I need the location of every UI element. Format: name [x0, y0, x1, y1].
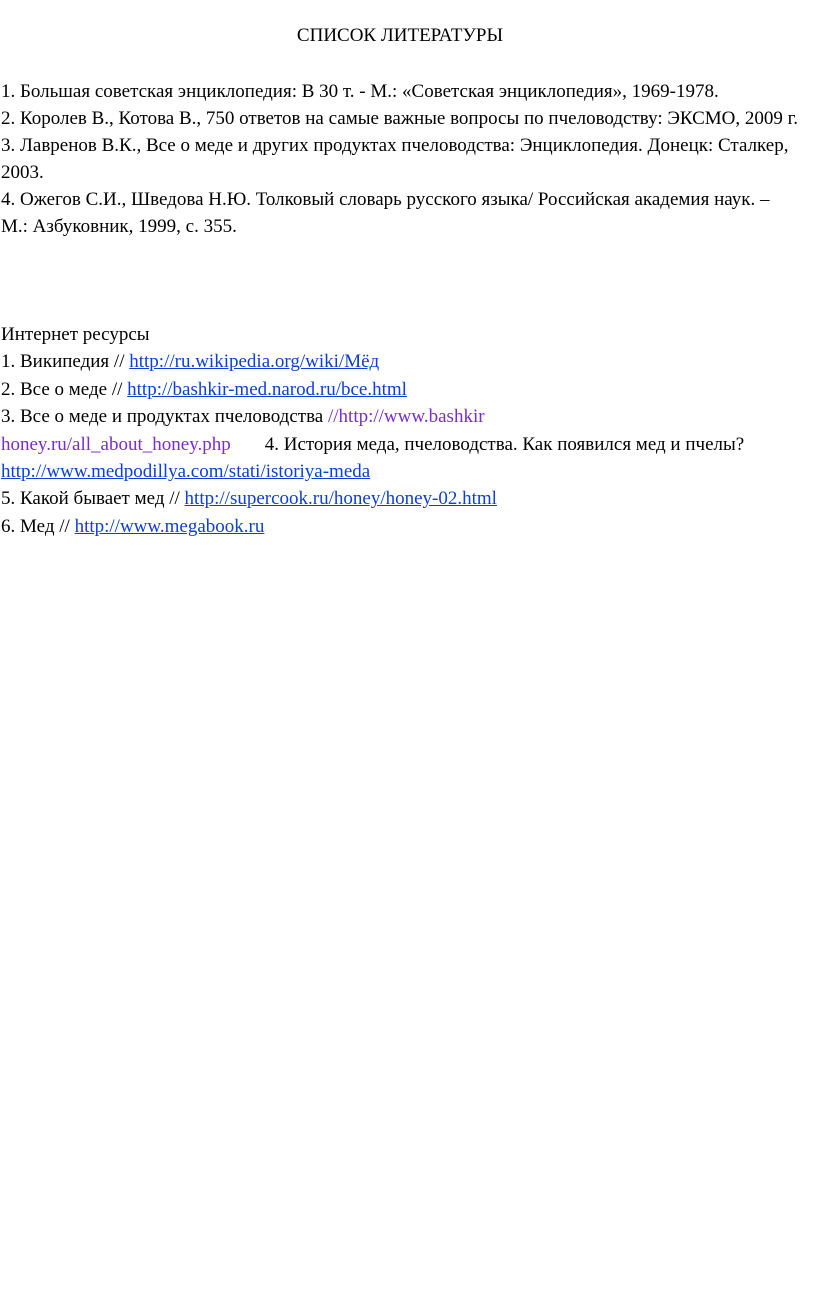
supercook-link[interactable]: http://supercook.ru/honey/honey-02.html [184, 488, 497, 510]
bashkir-med-link[interactable]: http://bashkir-med.narod.ru/bce.html [127, 378, 407, 400]
internet-item-5-label: 5. Какой бывает мед // [1, 488, 185, 510]
internet-item-4-label: 4. История меда, пчеловодства. Как появился мед и пчелы? [264, 433, 745, 455]
reference-item-3: 3. Лавренов В.К., Все о меде и других продуктах пчеловодства: Энциклопедия. Донецк: Сталкер, 2003. [1, 135, 789, 183]
internet-item-6-label: 6. Мед // [1, 515, 75, 537]
internet-heading: Интернет ресурсы [1, 324, 150, 345]
internet-item-2-label: 2. Все о меде // [1, 378, 128, 400]
reference-item-1: 1. Большая советская энциклопедия: В 30 т. - М.: «Советская энциклопедия», 1969-1978. [1, 81, 719, 102]
internet-item-3-4-line [1, 431, 801, 486]
reference-item-4: 4. Ожегов С.И., Шведова Н.Ю. Толковый словарь русского языка/ Российская академия наук. – М.: Азбуковник, 1999, с. 355. [1, 189, 770, 237]
internet-item-6 [1, 513, 801, 540]
medpodillya-link[interactable]: http://www.medpodillya.com/stati/istoriya-meda [1, 461, 371, 483]
page-title: СПИСОК ЛИТЕРАТУРЫ [296, 25, 504, 46]
internet-item-2 [1, 376, 801, 403]
internet-item-3-label: 3. Все о меде и продуктах пчеловодства [1, 406, 328, 428]
megabook-link[interactable]: http://www.megabook.ru [74, 515, 265, 537]
wikipedia-link[interactable]: http://ru.wikipedia.org/wiki/Мёд [129, 351, 380, 373]
bashkir-honey-link-part-1[interactable]: //http://www.bashkir [327, 406, 485, 428]
bashkir-honey-link-part-2[interactable]: honey.ru/all_about_honey.php [1, 433, 231, 455]
internet-item-3 [1, 403, 801, 430]
internet-item-5 [1, 485, 801, 512]
internet-item-1-label: 1. Википедия // [1, 351, 130, 373]
internet-resources [1, 321, 801, 540]
reference-item-2: 2. Королев В., Котова В., 750 ответов на самые важные вопросы по пчеловодству: ЭКСМО, 2009 г. [1, 108, 799, 129]
reference-list [1, 78, 801, 240]
internet-item-1 [1, 348, 801, 375]
